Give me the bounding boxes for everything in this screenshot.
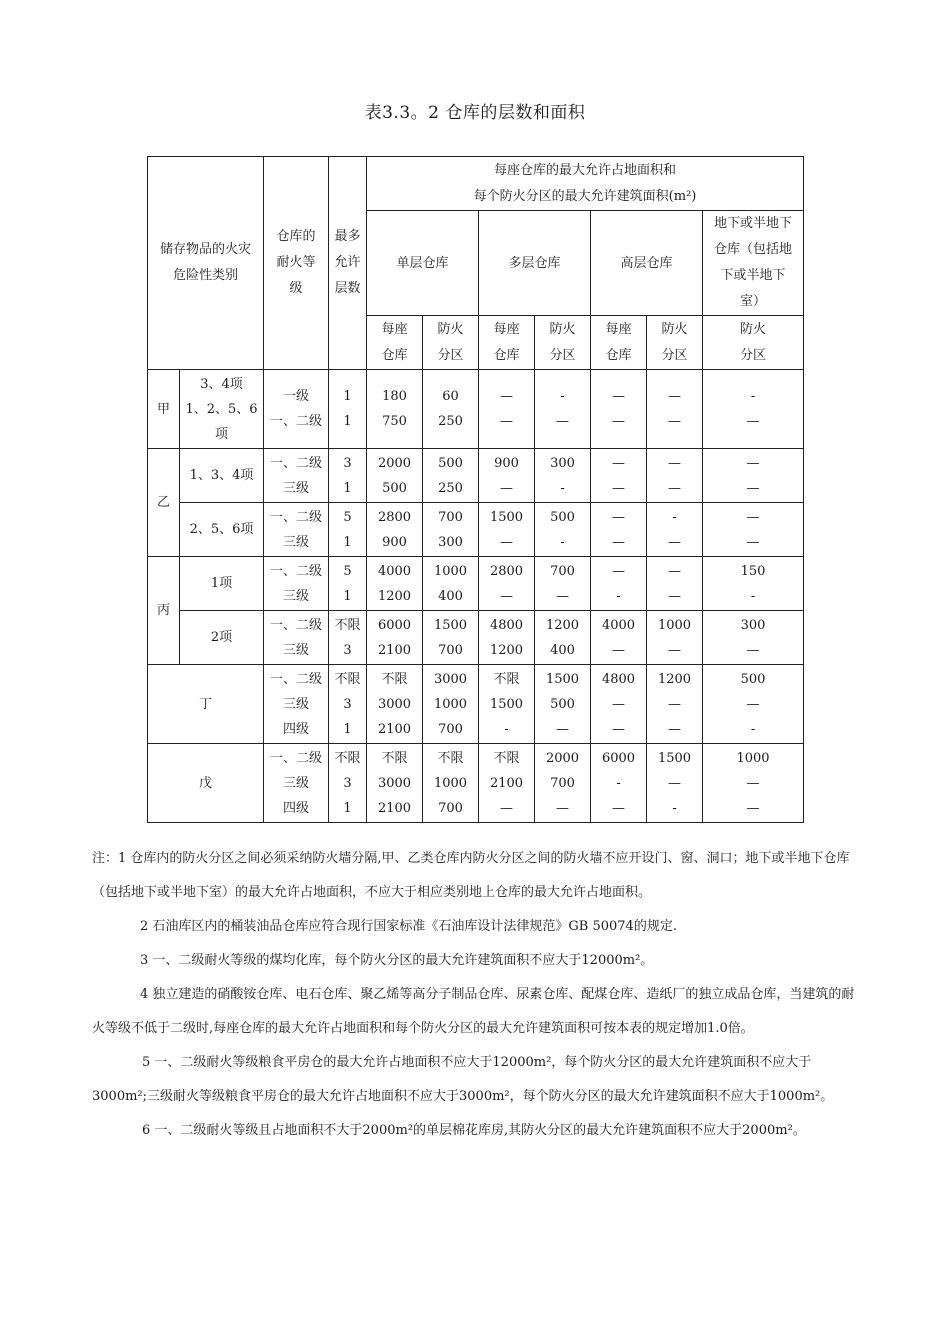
cell-value xyxy=(647,744,703,823)
cell-line: 700 xyxy=(438,721,463,737)
cell-rating xyxy=(264,744,329,823)
cell-line: - xyxy=(672,800,677,816)
cell-line: — xyxy=(612,480,626,496)
cell-line: 60 xyxy=(442,389,459,404)
cell-line: — xyxy=(668,414,682,429)
cell-value xyxy=(367,557,423,611)
cell-line: 2800 xyxy=(489,563,524,579)
cell-line: 700 xyxy=(550,563,575,579)
cell-line: 2000 xyxy=(545,750,580,766)
cell-line: - xyxy=(560,534,565,550)
header-per-building: 每座仓库 xyxy=(591,316,647,370)
cell-value xyxy=(479,665,535,744)
cell-line: 1500 xyxy=(489,696,524,712)
cell-line: 750 xyxy=(382,414,407,429)
cell-line: — xyxy=(500,534,514,550)
group-label: 戊 xyxy=(148,744,264,823)
cell-line: — xyxy=(612,389,626,404)
cell-line: 1500 xyxy=(657,750,692,766)
cell-value xyxy=(423,503,479,557)
cell-value xyxy=(647,665,703,744)
cell-line: 1200 xyxy=(377,588,412,604)
header-category: 储存物品的火灾危险性类别 xyxy=(148,157,264,370)
cell-line: 1 xyxy=(343,414,352,429)
cell-line: - xyxy=(750,721,756,737)
cell-value xyxy=(367,611,423,665)
cell-line: 1500 xyxy=(433,617,468,633)
cell-line: — xyxy=(746,509,760,525)
cell-line: — xyxy=(668,642,682,658)
cell-value xyxy=(479,449,535,503)
cell-line: - xyxy=(616,588,621,604)
cell-line: 2000 xyxy=(377,455,412,471)
cell-value xyxy=(591,370,647,449)
note-3: 3 一、二级耐火等级的煤均化库，每个防火分区的最大允许建筑面积不应大于12000m²。 xyxy=(140,953,654,968)
cell-value xyxy=(423,611,479,665)
cell-line: 1200 xyxy=(489,642,524,658)
note-2: 2 石油库区内的桶装油品仓库应符合现行国家标准《石油库设计法律规范》GB 50074的规定. xyxy=(140,919,677,934)
cell-line: 1 xyxy=(343,721,352,737)
cell-line: 1000 xyxy=(736,750,770,766)
cell-value xyxy=(423,449,479,503)
cell-items xyxy=(180,611,264,665)
cell-line: 400 xyxy=(438,588,463,604)
header-fire-zone: 防火分区 xyxy=(423,316,479,370)
cell-line: - xyxy=(672,509,677,525)
cell-line: 250 xyxy=(438,480,463,496)
cell-line: - xyxy=(750,588,756,604)
item-line: 项 xyxy=(215,426,229,442)
cell-value xyxy=(423,370,479,449)
cell-line: 1 xyxy=(343,588,352,604)
cell-line: 1200 xyxy=(657,671,692,687)
header-fire-zone: 防火分区 xyxy=(535,316,591,370)
cell-value xyxy=(647,503,703,557)
cell-line: 不限 xyxy=(493,671,520,687)
warehouse-area-table xyxy=(147,156,804,823)
cell-line: - xyxy=(560,389,565,404)
cell-line: — xyxy=(668,455,682,471)
cell-line: 300 xyxy=(740,617,766,633)
cell-value xyxy=(367,744,423,823)
cell-line: — xyxy=(746,455,760,471)
cell-line: 一级 xyxy=(283,389,310,404)
table-row xyxy=(148,370,804,449)
cell-line: 一、二级 xyxy=(270,617,323,633)
cell-line: 6000 xyxy=(601,750,636,766)
cell-line: — xyxy=(668,389,682,404)
cell-line: — xyxy=(556,414,570,429)
cell-rating xyxy=(264,449,329,503)
cell-value xyxy=(591,611,647,665)
cell-line: — xyxy=(746,800,760,816)
group-label: 甲 xyxy=(148,370,180,449)
cell-line: 1项 xyxy=(210,576,233,591)
group-label: 丙 xyxy=(148,557,180,665)
note-4: 4 独立建造的硝酸铵仓库、电石仓库、聚乙烯等高分子制品仓库、尿素仓库、配煤仓库、造纸厂的独立成品仓库，当建筑的耐火等级不低于二级时,每座仓库的最大允许占地面积和每个防火分区的最大允许建筑面积可按本表的规定增加1.0倍。 xyxy=(92,987,855,1036)
cell-line: — xyxy=(668,696,682,712)
cell-value xyxy=(367,370,423,449)
cell-rating xyxy=(264,665,329,744)
cell-rating xyxy=(264,557,329,611)
cell-line: 1 xyxy=(343,534,352,550)
cell-line: — xyxy=(556,800,570,816)
cell-line: 一、二级 xyxy=(270,750,323,766)
cell-floors xyxy=(329,557,367,611)
cell-line: 不限 xyxy=(381,671,408,687)
cell-line: 三级 xyxy=(283,534,310,550)
header-area-line-2: 每个防火分区的最大允许建筑面积(m²) xyxy=(473,188,697,204)
cell-line: — xyxy=(500,414,514,429)
cell-value xyxy=(703,449,804,503)
cell-line: — xyxy=(668,480,682,496)
cell-line: 4000 xyxy=(377,563,412,579)
item-line: 1、2、5、6 xyxy=(185,401,258,417)
cell-line: 一、二级 xyxy=(270,509,323,525)
cell-line: - xyxy=(560,480,565,496)
cell-value xyxy=(479,557,535,611)
cell-line: 1 xyxy=(343,480,352,496)
cell-rating xyxy=(264,370,329,449)
cell-value xyxy=(591,449,647,503)
cell-value xyxy=(703,370,804,449)
cell-line: 一、二级 xyxy=(270,563,323,579)
cell-value xyxy=(367,503,423,557)
cell-line: 180 xyxy=(382,389,407,404)
cell-line: 3 xyxy=(343,642,352,658)
cell-line: 6000 xyxy=(377,617,412,633)
cell-line: 1、3、4项 xyxy=(189,468,254,483)
cell-line: 900 xyxy=(494,455,519,471)
cell-line: — xyxy=(612,696,626,712)
cell-items xyxy=(180,503,264,557)
cell-value xyxy=(423,665,479,744)
cell-line: 三级 xyxy=(283,588,310,604)
table-row xyxy=(148,744,804,823)
cell-value xyxy=(703,665,804,744)
cell-line: — xyxy=(746,775,760,791)
cell-value xyxy=(647,557,703,611)
cell-line: — xyxy=(612,563,626,579)
cell-line: 1000 xyxy=(657,617,692,633)
cell-line: — xyxy=(556,721,570,737)
cell-value xyxy=(591,665,647,744)
cell-line: 2100 xyxy=(377,800,412,816)
cell-rating xyxy=(264,503,329,557)
cell-line: — xyxy=(612,800,626,816)
cell-line: 不限 xyxy=(334,617,361,633)
cell-line: — xyxy=(746,696,760,712)
cell-line: 1000 xyxy=(433,563,468,579)
cell-value xyxy=(423,557,479,611)
table-row xyxy=(148,449,804,503)
cell-line: 1500 xyxy=(489,509,524,525)
cell-line: — xyxy=(500,588,514,604)
cell-line: — xyxy=(668,534,682,550)
table-row xyxy=(148,665,804,744)
cell-line: 4800 xyxy=(489,617,524,633)
cell-value xyxy=(535,744,591,823)
cell-line: 1200 xyxy=(545,617,580,633)
cell-line: 2、5、6项 xyxy=(189,522,254,537)
cell-value xyxy=(535,370,591,449)
cell-value xyxy=(647,449,703,503)
cell-line: 3 xyxy=(343,455,352,471)
cell-line: — xyxy=(668,721,682,737)
cell-value xyxy=(591,557,647,611)
cell-line: 三级 xyxy=(283,696,310,712)
cell-value xyxy=(423,744,479,823)
cell-value xyxy=(367,665,423,744)
cell-floors xyxy=(329,449,367,503)
cell-line: 250 xyxy=(438,414,463,429)
header-area-group xyxy=(367,157,804,211)
cell-line: 2100 xyxy=(489,775,524,791)
cell-value xyxy=(535,449,591,503)
cell-value xyxy=(703,611,804,665)
cell-line: — xyxy=(746,642,760,658)
cell-line: 500 xyxy=(740,671,766,687)
cell-line: 3000 xyxy=(377,696,412,712)
cell-line: — xyxy=(612,642,626,658)
cell-items xyxy=(180,557,264,611)
note-1: 注：1 仓库内的防火分区之间必须采纳防火墙分隔,甲、乙类仓库内防火分区之间的防火墙不应开设门、窗、洞口；地下或半地下仓库（包括地下或半地下室）的最大允许占地面积，不应大于相应类别地上仓库的最大允许占地面积。 xyxy=(92,851,850,900)
cell-line: — xyxy=(612,509,626,525)
cell-line: 三级 xyxy=(283,775,310,791)
cell-value xyxy=(367,449,423,503)
group-label: 丁 xyxy=(148,665,264,744)
table-row xyxy=(148,503,804,557)
header-per-building: 每座仓库 xyxy=(367,316,423,370)
cell-items xyxy=(180,449,264,503)
cell-line: 700 xyxy=(438,800,463,816)
cell-line: 500 xyxy=(550,509,575,525)
cell-line: 不限 xyxy=(437,750,464,766)
cell-line: 3000 xyxy=(377,775,412,791)
cell-line: 不限 xyxy=(493,750,520,766)
cell-line: — xyxy=(500,480,514,496)
cell-value xyxy=(479,370,535,449)
cell-line: — xyxy=(556,588,570,604)
cell-line: — xyxy=(612,534,626,550)
header-max-floors: 最多允许层数 xyxy=(329,157,367,370)
cell-line: 900 xyxy=(382,534,407,550)
cell-line: 四级 xyxy=(283,721,310,737)
cell-value xyxy=(591,503,647,557)
header-fire-rating: 仓库的耐火等级 xyxy=(264,157,329,370)
cell-line: 1000 xyxy=(433,696,468,712)
cell-value xyxy=(647,370,703,449)
cell-line: 5 xyxy=(343,563,352,579)
cell-line: — xyxy=(746,414,760,429)
cell-line: — xyxy=(500,800,514,816)
cell-line: — xyxy=(668,563,682,579)
cell-line: 不限 xyxy=(334,671,361,687)
cell-value xyxy=(591,744,647,823)
cell-line: 700 xyxy=(550,775,575,791)
cell-value xyxy=(647,611,703,665)
cell-line: 500 xyxy=(438,455,463,471)
cell-line: — xyxy=(668,775,682,791)
note-6: 6 一、二级耐火等级且占地面积不大于2000m²的单层棉花库房,其防火分区的最大允许建筑面积不应大于2000m²。 xyxy=(142,1123,806,1138)
header-single-storey: 单层仓库 xyxy=(367,211,479,316)
cell-line: 1000 xyxy=(433,775,468,791)
cell-floors xyxy=(329,370,367,449)
cell-line: 3000 xyxy=(433,671,468,687)
cell-floors xyxy=(329,503,367,557)
table-row xyxy=(148,611,804,665)
cell-line: — xyxy=(612,414,626,429)
cell-line: 5 xyxy=(343,509,352,525)
group-label: 乙 xyxy=(148,449,180,557)
cell-line: — xyxy=(612,455,626,471)
cell-value xyxy=(703,503,804,557)
cell-line: 150 xyxy=(740,563,766,579)
cell-line: - xyxy=(504,721,509,737)
cell-floors xyxy=(329,744,367,823)
notes-section xyxy=(92,842,862,1148)
cell-line: 700 xyxy=(438,642,463,658)
cell-line: - xyxy=(616,775,621,791)
cell-line: 300 xyxy=(438,534,463,550)
cell-line: 不限 xyxy=(381,750,408,766)
cell-line: 2项 xyxy=(210,630,233,645)
cell-line: 4800 xyxy=(601,671,636,687)
cell-line: — xyxy=(746,534,760,550)
cell-line: 1 xyxy=(343,800,352,816)
table-row xyxy=(148,557,804,611)
cell-line: 500 xyxy=(382,480,407,496)
cell-floors xyxy=(329,665,367,744)
cell-value xyxy=(479,611,535,665)
page-title: 表3.3。2 仓库的层数和面积 xyxy=(364,103,586,123)
header-per-building: 每座仓库 xyxy=(479,316,535,370)
cell-line: — xyxy=(612,721,626,737)
cell-line: 400 xyxy=(550,642,575,658)
header-area-line-1: 每座仓库的最大允许占地面积和 xyxy=(494,162,677,178)
cell-value xyxy=(703,557,804,611)
cell-line: 1 xyxy=(343,389,352,404)
cell-line: 3 xyxy=(343,696,352,712)
cell-value xyxy=(535,503,591,557)
cell-line: 一、二级 xyxy=(270,671,323,687)
cell-line: 三级 xyxy=(283,642,310,658)
cell-line: 3 xyxy=(343,775,352,791)
header-high-rise: 高层仓库 xyxy=(591,211,703,316)
cell-rating xyxy=(264,611,329,665)
header-multi-storey: 多层仓库 xyxy=(479,211,591,316)
cell-line: 300 xyxy=(550,455,575,471)
cell-line: 2100 xyxy=(377,721,412,737)
cell-line: 一、二级 xyxy=(270,455,323,471)
cell-value xyxy=(535,611,591,665)
cell-line: - xyxy=(750,389,756,404)
cell-value xyxy=(479,744,535,823)
cell-line: — xyxy=(668,588,682,604)
cell-line: 1500 xyxy=(545,671,580,687)
cell-line: 三级 xyxy=(283,480,310,496)
item-line: 3、4项 xyxy=(200,376,243,392)
cell-line: 四级 xyxy=(283,800,310,816)
cell-line: — xyxy=(746,480,760,496)
cell-value xyxy=(703,744,804,823)
cell-line: 不限 xyxy=(334,750,361,766)
header-fire-zone: 防火分区 xyxy=(647,316,703,370)
header-fire-zone: 防火分区 xyxy=(703,316,804,370)
cell-line: 4000 xyxy=(601,617,636,633)
cell-floors xyxy=(329,611,367,665)
cell-line: 一、二级 xyxy=(270,414,323,429)
cell-line: 2100 xyxy=(377,642,412,658)
cell-line: 700 xyxy=(438,509,463,525)
cell-line: — xyxy=(500,389,514,404)
header-underground: 地下或半地下仓库（包括地下或半地下室） xyxy=(703,211,804,316)
note-5: 5 一、二级耐火等级粮食平房仓的最大允许占地面积不应大于12000m²，每个防火分区的最大允许建筑面积不应大于3000m²;三级耐火等级粮食平房仓的最大允许占地面积不应大于3000m²，每个防火分区的最大允许建筑面积不应大于1000m²。 xyxy=(92,1055,834,1104)
cell-value xyxy=(535,557,591,611)
cell-value xyxy=(535,665,591,744)
cell-value xyxy=(479,503,535,557)
cell-items xyxy=(180,370,264,449)
cell-line: 2800 xyxy=(377,509,412,525)
cell-line: 500 xyxy=(550,696,575,712)
